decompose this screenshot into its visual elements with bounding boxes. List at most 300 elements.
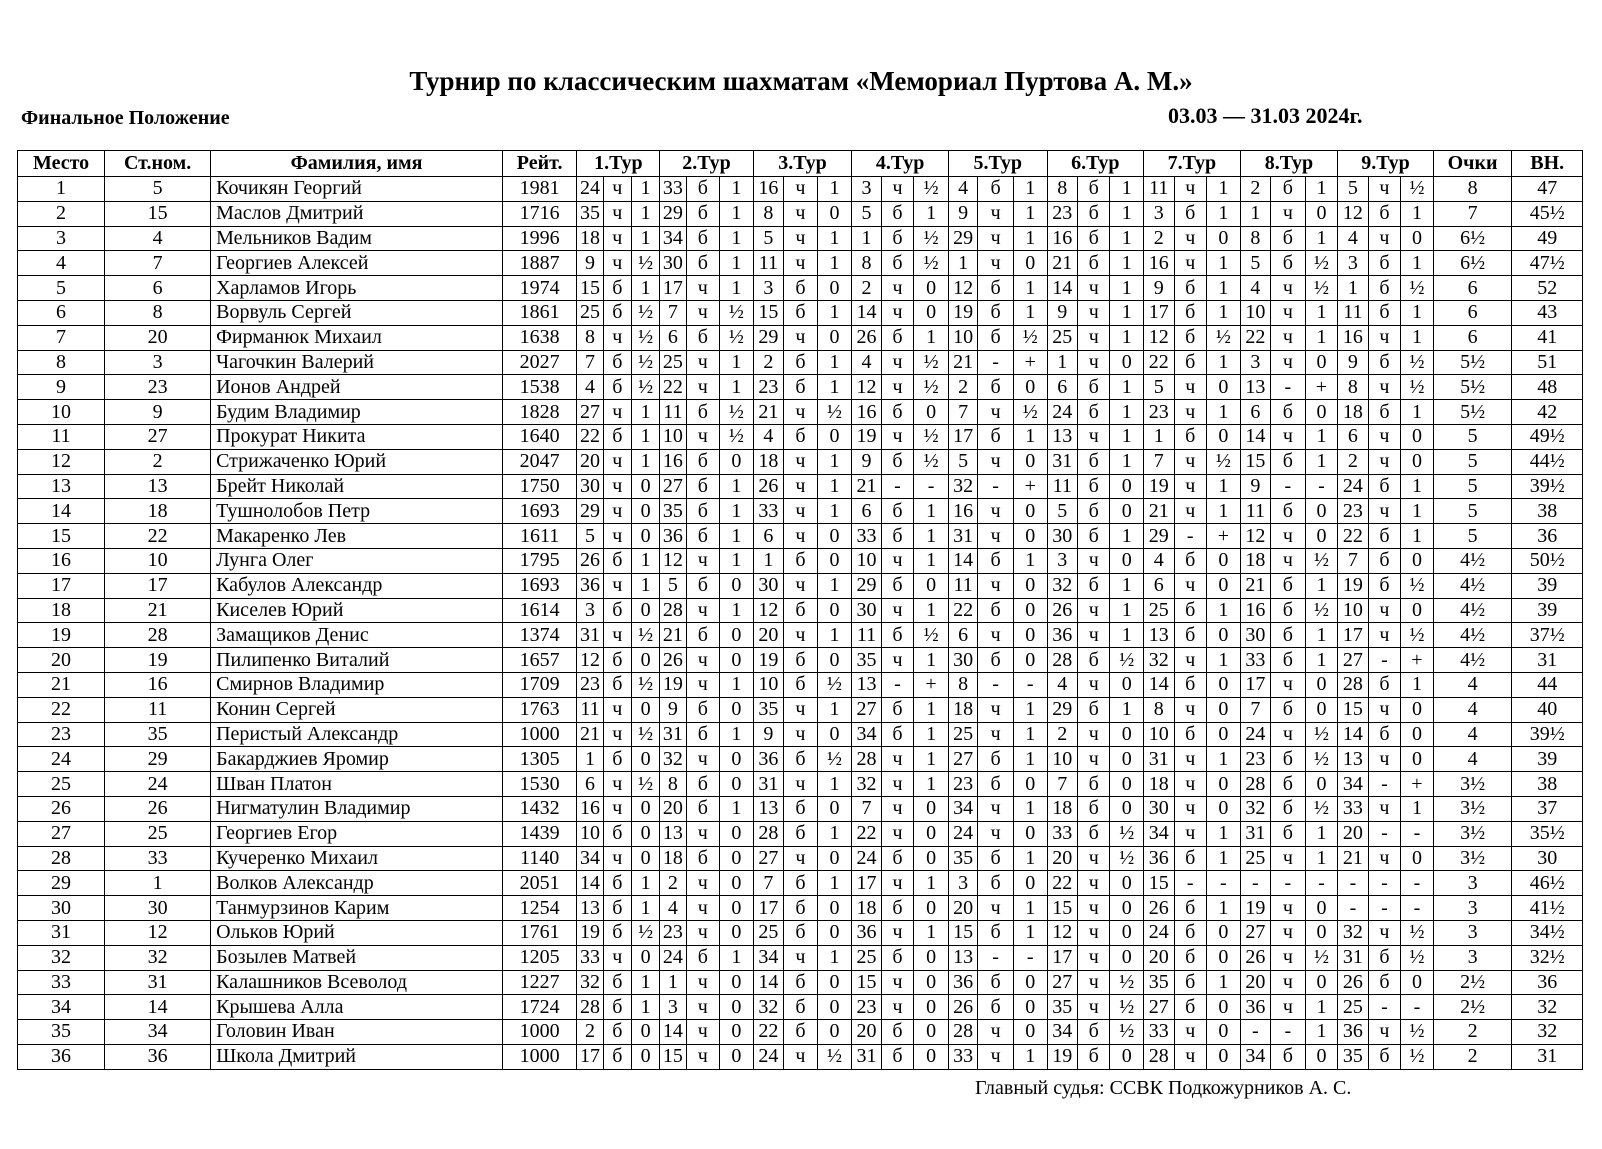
opponent-cell: 32 <box>660 747 686 772</box>
color-cell: ч <box>603 449 631 474</box>
color-cell: б <box>978 747 1014 772</box>
opponent-cell: 16 <box>852 400 881 425</box>
color-cell: ч <box>686 1044 720 1069</box>
color-cell: ч <box>784 251 818 276</box>
color-cell: б <box>603 672 631 697</box>
place-cell: 28 <box>18 846 105 871</box>
opponent-cell: 2 <box>1338 449 1368 474</box>
result-cell: 1 <box>1305 573 1338 598</box>
opponent-cell: 13 <box>1144 623 1174 648</box>
result-cell: 0 <box>631 1020 659 1045</box>
opponent-cell: 6 <box>753 524 783 549</box>
color-cell: б <box>978 995 1014 1020</box>
tiebreak-cell: 48 <box>1512 375 1583 400</box>
result-cell: 1 <box>1305 821 1338 846</box>
player-name-cell: Харламов Игорь <box>211 276 503 301</box>
player-name-cell: Кабулов Александр <box>211 573 503 598</box>
result-cell: 1 <box>914 722 949 747</box>
result-cell: 1 <box>1207 276 1241 301</box>
opponent-cell: 21 <box>1047 251 1077 276</box>
color-cell: ч <box>1077 896 1110 921</box>
result-cell: ½ <box>1401 920 1434 945</box>
opponent-cell: 9 <box>577 251 603 276</box>
opponent-cell: 1 <box>660 970 686 995</box>
color-cell: ч <box>1174 648 1207 673</box>
opponent-cell: 15 <box>1144 871 1174 896</box>
opponent-cell: 19 <box>1240 896 1270 921</box>
opponent-cell: 5 <box>1240 251 1270 276</box>
result-cell: 1 <box>1401 325 1434 350</box>
color-cell: ч <box>1174 251 1207 276</box>
result-cell: 1 <box>817 573 852 598</box>
color-cell: - <box>978 945 1014 970</box>
result-cell: 1 <box>1013 747 1047 772</box>
result-cell: 0 <box>1401 970 1434 995</box>
color-cell: б <box>1368 251 1401 276</box>
color-cell: б <box>1077 772 1110 797</box>
result-cell: 1 <box>1207 499 1241 524</box>
result-cell: - <box>1207 871 1241 896</box>
opponent-cell: 14 <box>753 970 783 995</box>
opponent-cell: 23 <box>753 375 783 400</box>
result-cell: 0 <box>1013 821 1047 846</box>
opponent-cell: 18 <box>577 226 603 251</box>
color-cell: - <box>1368 995 1401 1020</box>
opponent-cell: 11 <box>660 400 686 425</box>
opponent-cell: 13 <box>1240 375 1270 400</box>
result-cell: ½ <box>1207 325 1241 350</box>
color-cell: б <box>686 697 720 722</box>
color-cell: ч <box>1174 499 1207 524</box>
color-cell: б <box>784 747 818 772</box>
opponent-cell: - <box>1338 896 1368 921</box>
result-cell: 1 <box>914 747 949 772</box>
color-cell: ч <box>686 1020 720 1045</box>
opponent-cell: 19 <box>1338 573 1368 598</box>
color-cell: ч <box>1368 325 1401 350</box>
color-cell: ч <box>1368 499 1401 524</box>
result-cell: 0 <box>914 1020 949 1045</box>
color-cell: б <box>1271 226 1306 251</box>
result-cell: 0 <box>817 796 852 821</box>
color-cell: б <box>603 276 631 301</box>
result-cell: 0 <box>817 524 852 549</box>
opponent-cell: 25 <box>852 945 881 970</box>
result-cell: ½ <box>817 672 852 697</box>
color-cell: ч <box>1077 846 1110 871</box>
color-cell: ч <box>1271 722 1306 747</box>
result-cell: 0 <box>1110 350 1144 375</box>
opponent-cell: - <box>1240 1020 1270 1045</box>
opponent-cell: 21 <box>660 623 686 648</box>
opponent-cell: 9 <box>660 697 686 722</box>
color-cell: ч <box>1368 747 1401 772</box>
opponent-cell: 2 <box>852 276 881 301</box>
color-cell: б <box>686 251 720 276</box>
result-cell: 1 <box>1207 400 1241 425</box>
color-cell: ч <box>784 499 818 524</box>
place-cell: 4 <box>18 251 105 276</box>
result-cell: 1 <box>1207 300 1241 325</box>
result-cell: 1 <box>817 697 852 722</box>
color-cell: ч <box>881 920 914 945</box>
color-cell: ч <box>978 573 1014 598</box>
color-cell: ч <box>603 697 631 722</box>
color-cell: - <box>978 474 1014 499</box>
opponent-cell: 34 <box>1047 1020 1077 1045</box>
rating-cell: 1227 <box>502 970 577 995</box>
color-cell: б <box>1077 226 1110 251</box>
opponent-cell: 25 <box>948 722 977 747</box>
color-cell: б <box>1368 474 1401 499</box>
opponent-cell: 27 <box>577 400 603 425</box>
opponent-cell: 8 <box>1047 177 1077 202</box>
opponent-cell: 14 <box>948 548 977 573</box>
result-cell: 0 <box>1110 722 1144 747</box>
opponent-cell: 18 <box>753 449 783 474</box>
rating-cell: 1305 <box>502 747 577 772</box>
color-cell: ч <box>686 300 720 325</box>
result-cell: 0 <box>720 449 754 474</box>
result-cell: 0 <box>1013 871 1047 896</box>
color-cell: б <box>784 896 818 921</box>
result-cell: 1 <box>1207 474 1241 499</box>
color-cell: б <box>881 846 914 871</box>
table-row <box>18 226 1583 251</box>
result-cell: 0 <box>914 821 949 846</box>
result-cell: ½ <box>914 375 949 400</box>
tiebreak-cell: 51 <box>1512 350 1583 375</box>
result-cell: 0 <box>1207 548 1241 573</box>
color-cell: ч <box>1077 920 1110 945</box>
color-cell: б <box>1271 251 1306 276</box>
tiebreak-cell: 46½ <box>1512 871 1583 896</box>
opponent-cell: 33 <box>753 499 783 524</box>
tiebreak-cell: 37½ <box>1512 623 1583 648</box>
result-cell: 0 <box>1013 648 1047 673</box>
color-cell: ч <box>784 325 818 350</box>
opponent-cell: 27 <box>1047 970 1077 995</box>
opponent-cell: 1 <box>753 548 783 573</box>
rating-cell: 1611 <box>502 524 577 549</box>
tiebreak-cell: 39 <box>1512 573 1583 598</box>
color-cell: б <box>1077 251 1110 276</box>
color-cell: ч <box>603 499 631 524</box>
result-cell: 1 <box>1305 226 1338 251</box>
result-cell: 0 <box>1110 871 1144 896</box>
opponent-cell: 27 <box>852 697 881 722</box>
result-cell: 1 <box>1110 449 1144 474</box>
result-cell: 1 <box>1110 300 1144 325</box>
rating-cell: 1432 <box>502 796 577 821</box>
opponent-cell: 29 <box>660 201 686 226</box>
table-row <box>18 573 1583 598</box>
color-cell: ч <box>603 772 631 797</box>
color-cell: б <box>881 251 914 276</box>
opponent-cell: 8 <box>577 325 603 350</box>
opponent-cell: 30 <box>1240 623 1270 648</box>
opponent-cell: 35 <box>753 697 783 722</box>
opponent-cell: 24 <box>577 177 603 202</box>
color-cell: б <box>1174 598 1207 623</box>
opponent-cell: 30 <box>577 474 603 499</box>
color-cell: ч <box>1271 970 1306 995</box>
result-cell: 0 <box>1305 896 1338 921</box>
points-cell: 2½ <box>1433 995 1512 1020</box>
player-name-cell: Чагочкин Валерий <box>211 350 503 375</box>
opponent-cell: 35 <box>852 648 881 673</box>
color-cell: ч <box>1077 871 1110 896</box>
result-cell: 0 <box>1110 945 1144 970</box>
color-cell: б <box>1271 177 1306 202</box>
color-cell: ч <box>686 424 720 449</box>
color-cell: б <box>1077 400 1110 425</box>
opponent-cell: 11 <box>1144 177 1174 202</box>
color-cell: б <box>1271 697 1306 722</box>
color-cell: ч <box>881 598 914 623</box>
color-cell: ч <box>1271 524 1306 549</box>
color-cell: б <box>978 424 1014 449</box>
result-cell: 1 <box>1110 400 1144 425</box>
color-cell: б <box>1077 177 1110 202</box>
table-row <box>18 201 1583 226</box>
points-cell: 6½ <box>1433 226 1512 251</box>
color-cell: - <box>978 672 1014 697</box>
color-cell: ч <box>686 276 720 301</box>
color-cell: ч <box>978 449 1014 474</box>
color-cell: б <box>978 970 1014 995</box>
color-cell: б <box>784 821 818 846</box>
opponent-cell: 10 <box>948 325 977 350</box>
table-body <box>18 177 1583 1070</box>
opponent-cell: 6 <box>1144 573 1174 598</box>
table-row <box>18 251 1583 276</box>
color-cell: б <box>1077 474 1110 499</box>
result-cell: 0 <box>1207 995 1241 1020</box>
result-cell: 1 <box>1401 796 1434 821</box>
color-cell: б <box>978 648 1014 673</box>
color-cell: б <box>881 400 914 425</box>
color-cell: ч <box>784 945 818 970</box>
points-cell: 5 <box>1433 524 1512 549</box>
color-cell: ч <box>1368 920 1401 945</box>
color-cell: ч <box>1174 1044 1207 1069</box>
opponent-cell: 12 <box>1144 325 1174 350</box>
result-cell: 1 <box>1110 375 1144 400</box>
result-cell: ½ <box>720 300 754 325</box>
opponent-cell: 23 <box>660 920 686 945</box>
rating-cell: 1530 <box>502 772 577 797</box>
opponent-cell: 20 <box>1240 970 1270 995</box>
result-cell: ½ <box>1110 648 1144 673</box>
tiebreak-cell: 38 <box>1512 499 1583 524</box>
color-cell: - <box>1368 648 1401 673</box>
start-number-cell: 31 <box>105 970 211 995</box>
result-cell: 0 <box>914 796 949 821</box>
result-cell: 1 <box>1110 623 1144 648</box>
color-cell: ч <box>1368 449 1401 474</box>
result-cell: 1 <box>1401 300 1434 325</box>
color-cell: ч <box>1368 697 1401 722</box>
color-cell: ч <box>784 697 818 722</box>
player-name-cell: Лунга Олег <box>211 548 503 573</box>
points-cell: 6 <box>1433 276 1512 301</box>
chief-arbiter: Главный судья: ССВК Подкожурников А. С. <box>975 1077 1352 1099</box>
color-cell: ч <box>1077 945 1110 970</box>
opponent-cell: 28 <box>1240 772 1270 797</box>
points-cell: 2 <box>1433 1020 1512 1045</box>
opponent-cell: 35 <box>1144 970 1174 995</box>
result-cell: 0 <box>1110 920 1144 945</box>
points-cell: 3½ <box>1433 796 1512 821</box>
color-cell: ч <box>603 846 631 871</box>
color-cell: ч <box>1174 821 1207 846</box>
opponent-cell: 9 <box>1144 276 1174 301</box>
result-cell: ½ <box>914 350 949 375</box>
opponent-cell: 9 <box>1240 474 1270 499</box>
opponent-cell: 26 <box>852 325 881 350</box>
start-number-cell: 32 <box>105 945 211 970</box>
opponent-cell: 2 <box>753 350 783 375</box>
start-number-cell: 6 <box>105 276 211 301</box>
rating-cell: 1693 <box>502 573 577 598</box>
color-cell: ч <box>1368 1020 1401 1045</box>
opponent-cell: 25 <box>660 350 686 375</box>
player-name-cell: Головин Иван <box>211 1020 503 1045</box>
color-cell: - <box>1271 871 1306 896</box>
result-cell: 1 <box>914 598 949 623</box>
result-cell: 1 <box>631 400 659 425</box>
color-cell: б <box>603 920 631 945</box>
color-cell: б <box>686 499 720 524</box>
start-number-cell: 36 <box>105 1044 211 1069</box>
opponent-cell: 3 <box>1338 251 1368 276</box>
result-cell: 1 <box>720 276 754 301</box>
opponent-cell: 8 <box>1338 375 1368 400</box>
points-cell: 5 <box>1433 499 1512 524</box>
tiebreak-cell: 47 <box>1512 177 1583 202</box>
opponent-cell: 22 <box>852 821 881 846</box>
color-cell: - <box>1174 524 1207 549</box>
tiebreak-cell: 42 <box>1512 400 1583 425</box>
color-cell: б <box>1077 648 1110 673</box>
opponent-cell: 22 <box>753 1020 783 1045</box>
opponent-cell: 7 <box>1338 548 1368 573</box>
result-cell: 1 <box>631 449 659 474</box>
color-cell: б <box>881 573 914 598</box>
opponent-cell: 11 <box>948 573 977 598</box>
color-cell: ч <box>603 623 631 648</box>
rating-cell: 1657 <box>502 648 577 673</box>
result-cell: ½ <box>1110 846 1144 871</box>
opponent-cell: 2 <box>948 375 977 400</box>
result-cell: 1 <box>1110 276 1144 301</box>
color-cell: ч <box>686 747 720 772</box>
opponent-cell: 17 <box>753 896 783 921</box>
player-name-cell: Фирманюк Михаил <box>211 325 503 350</box>
result-cell: 1 <box>914 648 949 673</box>
result-cell: 1 <box>1110 598 1144 623</box>
tiebreak-cell: 31 <box>1512 648 1583 673</box>
color-cell: б <box>1368 722 1401 747</box>
header-round-3: 3.Тур <box>753 151 852 177</box>
color-cell: б <box>1174 350 1207 375</box>
opponent-cell: 12 <box>852 375 881 400</box>
color-cell: б <box>784 920 818 945</box>
opponent-cell: - <box>1338 871 1368 896</box>
start-number-cell: 10 <box>105 548 211 573</box>
color-cell: ч <box>784 846 818 871</box>
tiebreak-cell: 39½ <box>1512 722 1583 747</box>
opponent-cell: 7 <box>577 350 603 375</box>
tiebreak-cell: 34½ <box>1512 920 1583 945</box>
result-cell: 1 <box>631 226 659 251</box>
color-cell: ч <box>686 598 720 623</box>
rating-cell: 1000 <box>502 722 577 747</box>
result-cell: ½ <box>817 400 852 425</box>
header-round-8: 8.Тур <box>1240 151 1338 177</box>
points-cell: 5½ <box>1433 375 1512 400</box>
opponent-cell: 26 <box>1240 945 1270 970</box>
result-cell: ½ <box>1110 821 1144 846</box>
opponent-cell: 35 <box>1047 995 1077 1020</box>
result-cell: - <box>1013 672 1047 697</box>
result-cell: 1 <box>1110 325 1144 350</box>
result-cell: 0 <box>1401 747 1434 772</box>
opponent-cell: 34 <box>948 796 977 821</box>
player-name-cell: Кочикян Георгий <box>211 177 503 202</box>
color-cell: - <box>1271 474 1306 499</box>
color-cell: б <box>881 499 914 524</box>
opponent-cell: 1 <box>1240 201 1270 226</box>
tiebreak-cell: 36 <box>1512 524 1583 549</box>
place-cell: 29 <box>18 871 105 896</box>
opponent-cell: 32 <box>577 970 603 995</box>
tiebreak-cell: 41 <box>1512 325 1583 350</box>
opponent-cell: 10 <box>577 821 603 846</box>
color-cell: б <box>784 375 818 400</box>
place-cell: 9 <box>18 375 105 400</box>
opponent-cell: 3 <box>1144 201 1174 226</box>
result-cell: ½ <box>1305 251 1338 276</box>
opponent-cell: 19 <box>1144 474 1174 499</box>
table-row <box>18 449 1583 474</box>
opponent-cell: 11 <box>753 251 783 276</box>
rating-cell: 1724 <box>502 995 577 1020</box>
result-cell: 1 <box>1013 226 1047 251</box>
result-cell: 0 <box>817 970 852 995</box>
color-cell: б <box>603 548 631 573</box>
tiebreak-cell: 39 <box>1512 747 1583 772</box>
result-cell: ½ <box>1207 449 1241 474</box>
result-cell: ½ <box>1305 276 1338 301</box>
result-cell: 0 <box>914 573 949 598</box>
result-cell: 1 <box>1013 796 1047 821</box>
result-cell: ½ <box>914 177 949 202</box>
result-cell: 1 <box>1110 177 1144 202</box>
color-cell: б <box>978 548 1014 573</box>
color-cell: ч <box>1174 772 1207 797</box>
opponent-cell: 24 <box>660 945 686 970</box>
color-cell: ч <box>686 648 720 673</box>
result-cell: 1 <box>720 524 754 549</box>
opponent-cell: 24 <box>753 1044 783 1069</box>
opponent-cell: 3 <box>948 871 977 896</box>
opponent-cell: 22 <box>1144 350 1174 375</box>
points-cell: 8 <box>1433 177 1512 202</box>
color-cell: ч <box>1271 672 1306 697</box>
color-cell: б <box>1174 945 1207 970</box>
